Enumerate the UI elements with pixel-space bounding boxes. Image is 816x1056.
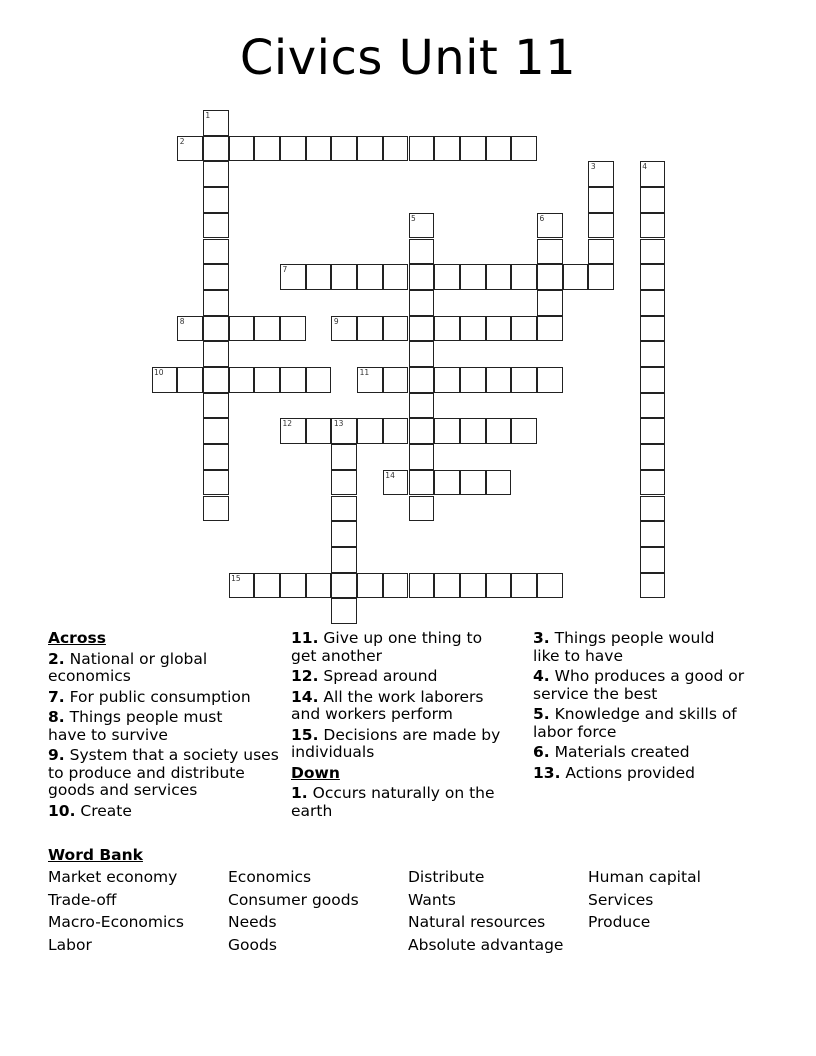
crossword-cell[interactable] [409,393,435,419]
crossword-cell[interactable] [537,213,563,239]
crossword-cell[interactable] [434,367,460,393]
crossword-cell[interactable] [409,213,435,239]
crossword-cell[interactable] [537,290,563,316]
crossword-cell[interactable] [640,547,666,573]
crossword-cell[interactable] [203,264,229,290]
crossword-cell[interactable] [331,444,357,470]
crossword-cell[interactable] [229,316,255,342]
word-bank-item: Labor [48,936,92,955]
clue-across-2: 2. National or global economics [48,649,208,685]
crossword-cell[interactable] [640,187,666,213]
crossword-cell[interactable] [409,444,435,470]
clue-down-13: 13. Actions provided [533,763,695,782]
crossword-cell[interactable] [640,213,666,239]
crossword-cell[interactable] [203,496,229,522]
clue-across-14: 14. All the work laborers and workers perform [291,687,484,723]
crossword-cell[interactable] [640,290,666,316]
crossword-cell[interactable] [229,573,255,599]
crossword-cell[interactable] [460,136,486,162]
crossword-cell[interactable] [331,418,357,444]
crossword-cell[interactable] [254,573,280,599]
crossword-cell[interactable] [254,136,280,162]
crossword-cell[interactable] [409,418,435,444]
crossword-cell[interactable] [331,264,357,290]
clue-down-5: 5. Knowledge and skills of labor force [533,705,737,741]
crossword-cell[interactable] [357,316,383,342]
crossword-cell[interactable] [306,367,332,393]
clue-across-7: 7. For public consumption [48,687,251,706]
clue-number: 13 [333,419,344,429]
crossword-cell[interactable] [203,161,229,187]
crossword-cell[interactable] [640,264,666,290]
clue-down-4: 4. Who produces a good or service the best [533,667,745,703]
clue-number: 8 [179,316,185,326]
crossword-cell[interactable] [486,264,512,290]
clue-across-11: 11. Give up one thing to get another [291,629,483,665]
crossword-cell[interactable] [280,136,306,162]
crossword-cell[interactable] [357,418,383,444]
crossword-cell[interactable] [331,470,357,496]
crossword-cell[interactable] [640,239,666,265]
crossword-cell[interactable] [306,136,332,162]
crossword-cell[interactable] [460,418,486,444]
clue-number: 7 [282,265,288,275]
crossword-cell[interactable] [409,367,435,393]
crossword-cell[interactable] [511,264,537,290]
clue-number: 10 [154,368,164,377]
crossword-cell[interactable] [331,598,357,624]
crossword-cell[interactable] [434,573,460,599]
crossword-cell[interactable] [434,316,460,342]
crossword-cell[interactable] [640,444,666,470]
crossword-cell[interactable] [203,393,229,419]
crossword-cell[interactable] [511,136,537,162]
crossword-cell[interactable] [306,264,332,290]
crossword-cell[interactable] [486,367,512,393]
crossword-cell[interactable] [486,573,512,599]
word-bank-item: Natural resources [408,913,546,932]
crossword-cell[interactable] [306,418,332,444]
crossword-cell[interactable] [280,264,306,290]
clue-across-8: 8. Things people must have to survive [48,708,223,744]
crossword-cell[interactable] [409,341,435,367]
crossword-cell[interactable] [383,136,409,162]
word-bank-item: Produce [588,913,651,932]
word-bank-item: Services [588,890,654,909]
word-bank-item: Economics [228,868,312,886]
clues-column-2 [291,630,526,823]
crossword-cell[interactable] [434,418,460,444]
crossword-cell[interactable] [383,316,409,342]
word-bank [48,846,788,957]
crossword-cell[interactable] [588,213,614,239]
clue-number: 9 [333,316,339,326]
clue-number: 2 [179,136,185,146]
crossword-cell[interactable] [511,418,537,444]
crossword-cell[interactable] [331,496,357,522]
crossword-cell[interactable] [640,161,666,187]
word-bank-column-2 [228,866,408,957]
clue-across-10: 10. Create [48,801,132,820]
crossword-cell[interactable] [409,290,435,316]
crossword-cell[interactable] [409,496,435,522]
crossword-cell[interactable] [331,136,357,162]
crossword-cell[interactable] [280,573,306,599]
crossword-cell[interactable] [357,367,383,393]
crossword-cell[interactable] [460,367,486,393]
crossword-cell[interactable] [203,239,229,265]
clue-number: 3 [590,162,596,172]
crossword-cell[interactable] [640,341,666,367]
crossword-cell[interactable] [203,213,229,239]
crossword-cell[interactable] [383,367,409,393]
crossword-cell[interactable] [331,521,357,547]
across-heading: Across [48,629,106,647]
crossword-cell[interactable] [280,367,306,393]
crossword-cell[interactable] [409,316,435,342]
crossword-cell[interactable] [486,418,512,444]
clue-number: 15 [231,573,241,583]
clue-number: 1 [205,111,211,120]
crossword-cell[interactable] [152,367,178,393]
crossword-cell[interactable] [203,470,229,496]
crossword-cell[interactable] [177,136,203,162]
word-bank-column-1 [48,866,228,957]
crossword-cell[interactable] [203,187,229,213]
crossword-cell[interactable] [357,264,383,290]
clue-number: 14 [385,470,395,480]
clues-column-1 [48,630,288,823]
crossword-cell[interactable] [177,316,203,342]
crossword-cell[interactable] [588,187,614,213]
crossword-cell[interactable] [640,573,666,599]
crossword-cell[interactable] [383,573,409,599]
crossword-cell[interactable] [640,367,666,393]
crossword-cell[interactable] [280,316,306,342]
crossword-cell[interactable] [537,239,563,265]
crossword-cell[interactable] [588,264,614,290]
crossword-cell[interactable] [331,547,357,573]
crossword-cell[interactable] [383,264,409,290]
crossword-cell[interactable] [486,470,512,496]
crossword-cell[interactable] [409,573,435,599]
crossword-cell[interactable] [203,418,229,444]
clue-down-6: 6. Materials created [533,743,690,761]
clue-across-9: 9. System that a society uses to produce and distribute goods and services [48,746,279,799]
crossword-cell[interactable] [511,316,537,342]
crossword-cell[interactable] [383,418,409,444]
crossword-cell[interactable] [306,573,332,599]
clue-down-1: 1. Occurs naturally on the earth [291,784,495,820]
crossword-cell[interactable] [537,264,563,290]
crossword-cell[interactable] [331,573,357,599]
crossword-cell[interactable] [563,264,589,290]
crossword-cell[interactable] [203,341,229,367]
crossword-cell[interactable] [640,496,666,522]
word-bank-heading: Word Bank [48,846,143,864]
word-bank-item: Wants [408,890,456,909]
crossword-cell[interactable] [203,136,229,162]
crossword-cell[interactable] [409,239,435,265]
crossword-cell[interactable] [511,573,537,599]
word-bank-item: Human capital [588,868,701,886]
crossword-cell[interactable] [229,367,255,393]
crossword-cell[interactable] [229,136,255,162]
crossword-cell[interactable] [640,393,666,419]
crossword-cell[interactable] [460,264,486,290]
crossword-cell[interactable] [254,367,280,393]
word-bank-item: Needs [228,913,277,932]
word-bank-column-3 [408,866,588,957]
word-bank-item: Absolute advantage [408,936,564,955]
crossword-cell[interactable] [434,470,460,496]
crossword-cell[interactable] [486,316,512,342]
clue-number: 4 [642,162,648,172]
page-title: Civics Unit 11 [239,30,577,86]
crossword-cell[interactable] [409,136,435,162]
clue-number: 12 [282,419,293,429]
crossword-cell[interactable] [434,136,460,162]
crossword-cell[interactable] [383,470,409,496]
crossword-cell[interactable] [254,316,280,342]
clue-number: 5 [411,213,416,223]
crossword-cell[interactable] [203,110,229,136]
crossword-cell[interactable] [203,290,229,316]
crossword-cell[interactable] [177,367,203,393]
crossword-cell[interactable] [460,316,486,342]
crossword-cell[interactable] [537,367,563,393]
crossword-cell[interactable] [203,316,229,342]
crossword-cell[interactable] [588,161,614,187]
crossword-cell[interactable] [203,367,229,393]
word-bank-item: Market economy [48,868,178,886]
crossword-cell[interactable] [460,573,486,599]
crossword-cell[interactable] [486,136,512,162]
crossword-cell[interactable] [357,573,383,599]
clue-across-12: 12. Spread around [291,667,438,685]
word-bank-item: Macro-Economics [48,913,184,932]
crossword-cell[interactable] [588,239,614,265]
clue-number: 11 [359,368,370,377]
crossword-cell[interactable] [511,367,537,393]
clue-across-15: 15. Decisions are made by individuals [291,725,501,761]
down-heading: Down [291,763,340,782]
word-bank-column-4 [588,866,768,957]
crossword-cell[interactable] [640,316,666,342]
crossword-cell[interactable] [537,316,563,342]
crossword-cell[interactable] [460,470,486,496]
clues-column-3 [533,630,773,785]
crossword-cell[interactable] [640,470,666,496]
crossword-cell[interactable] [640,418,666,444]
crossword-cell[interactable] [640,521,666,547]
crossword-cell[interactable] [203,444,229,470]
crossword-cell[interactable] [409,470,435,496]
crossword-cell[interactable] [331,316,357,342]
crossword-cell[interactable] [409,264,435,290]
clue-number: 6 [539,213,545,223]
crossword-cell[interactable] [434,264,460,290]
crossword-cell[interactable] [537,573,563,599]
word-bank-item: Consumer goods [228,890,359,909]
word-bank-item: Trade-off [48,890,117,909]
word-bank-item: Distribute [408,868,485,886]
crossword-cell[interactable] [357,136,383,162]
clue-down-3: 3. Things people would like to have [533,629,715,665]
word-bank-item: Goods [228,936,277,955]
crossword-cell[interactable] [280,418,306,444]
